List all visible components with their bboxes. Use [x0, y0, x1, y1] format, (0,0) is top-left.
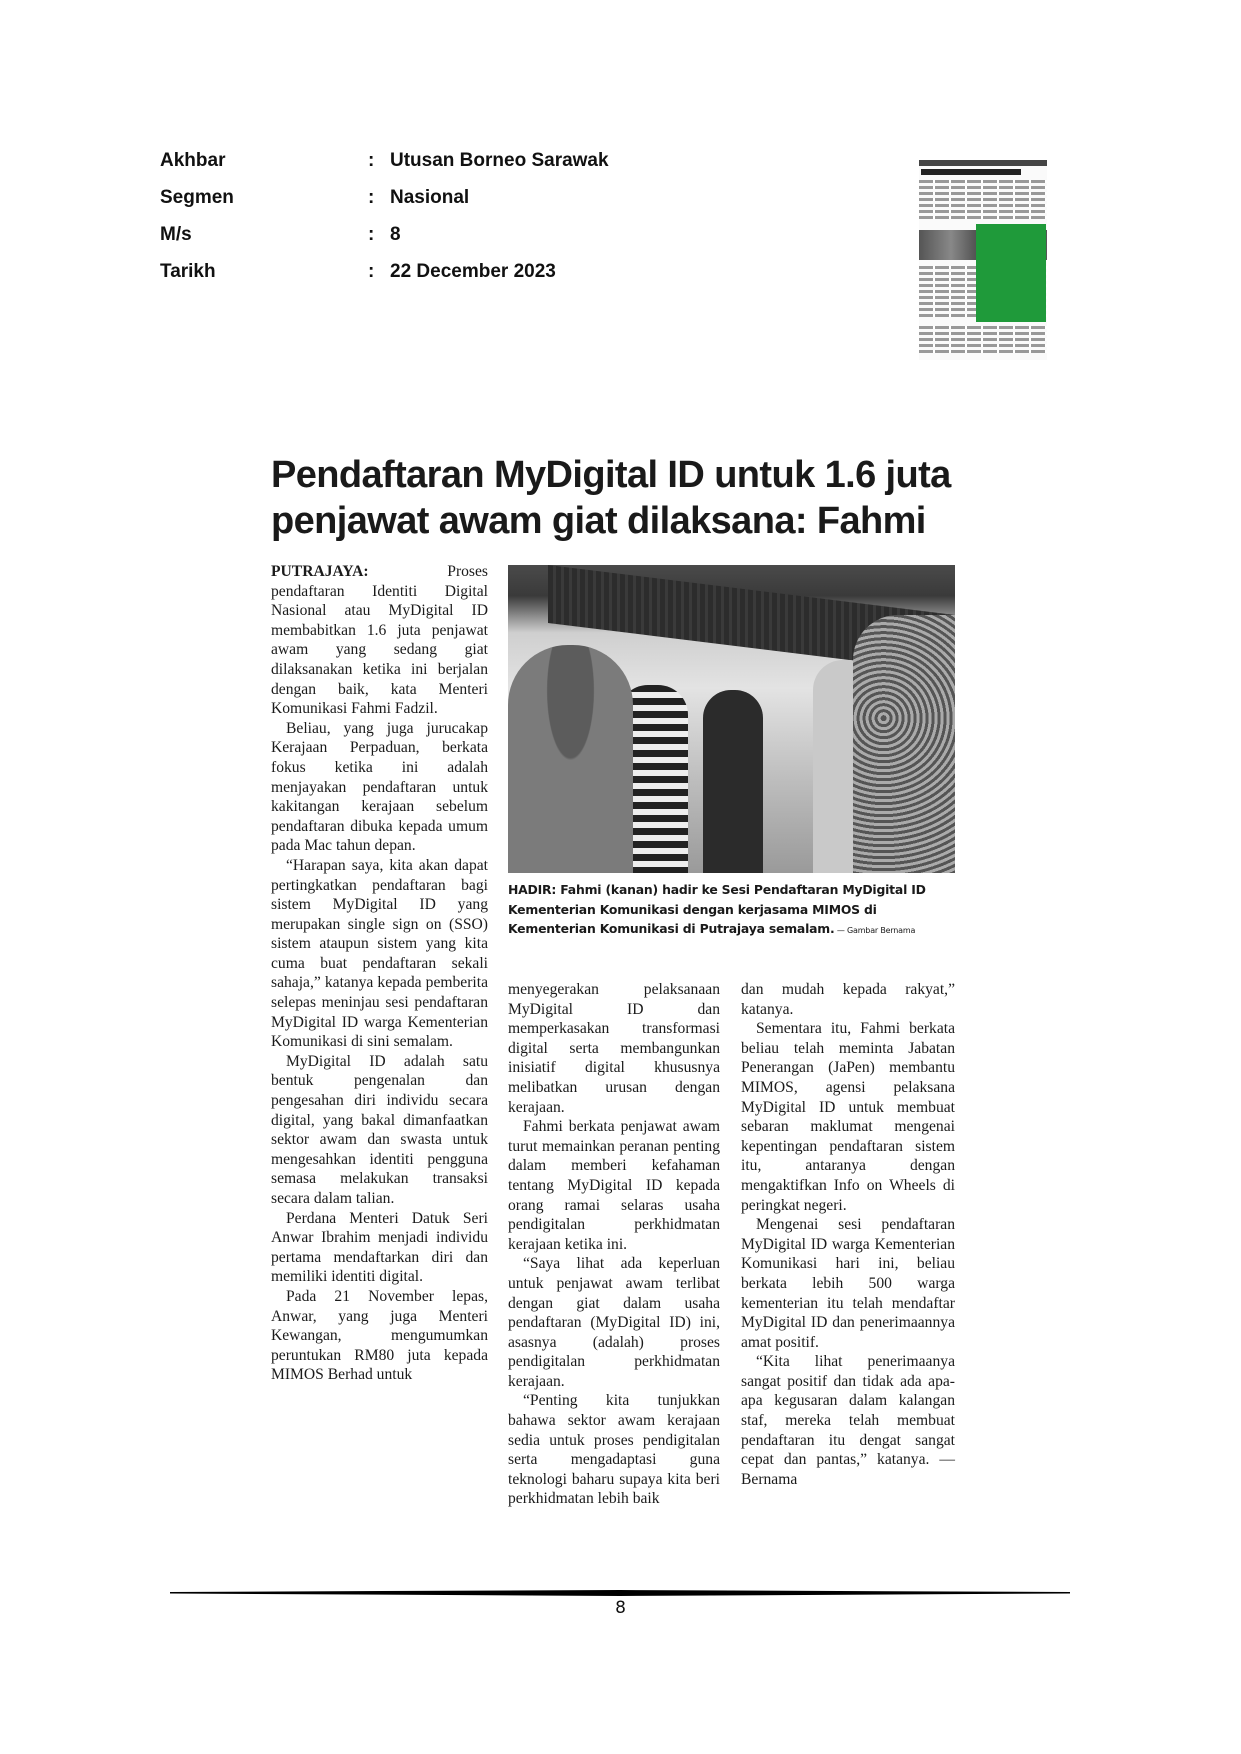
thumbnail-headline [921, 169, 1021, 175]
article-paragraph: Pada 21 November lepas, Anwar, yang juga Menteri Kewangan, mengumumkan peruntukan RM80 juta kepada MIMOS Berhad untuk [271, 1287, 488, 1384]
article-paragraph: menyegerakan pelaksanaan MyDigital ID dan memperkasakan transformasi digital serta membangunkan inisiatif digital khususnya melibatkan urusan dengan kerajaan. [508, 981, 720, 1116]
meta-label: Akhbar [160, 150, 226, 171]
article-headline [271, 452, 971, 544]
article-column-3 [741, 980, 955, 1489]
thumbnail-text-line [919, 192, 1047, 195]
meta-colon: : [368, 187, 375, 208]
article-paragraph [271, 562, 488, 719]
paragraph-text: Proses pendaftaran Identiti Digital Nasional atau MyDigital ID membabitkan 1.6 juta penjawat awam yang sedang giat dilaksanakan ketika ini berjalan dengan baik, kata Menteri Komunikasi Fahmi Fadzil. [271, 563, 488, 718]
article-paragraph: Perdana Menteri Datuk Seri Anwar Ibrahim menjadi individu pertama mendaftarkan diri dan memiliki identiti digital. [271, 1209, 488, 1286]
page-number: 8 [615, 1598, 626, 1618]
meta-label: M/s [160, 224, 192, 245]
thumbnail-text-line [919, 180, 1047, 183]
headline-line-1: Pendaftaran MyDigital ID untuk 1.6 juta [271, 454, 951, 496]
article-paragraph: Beliau, yang juga jurucakap Kerajaan Perpaduan, berkata fokus ketika ini adalah menjayakan pendaftaran untuk kakitangan kerajaan sebelum pendaftaran dibuka kepada umum pada Mac tahun depan. [271, 719, 488, 855]
news-article [271, 452, 971, 1508]
thumbnail-text-line [919, 338, 1047, 341]
caption-text: HADIR: Fahmi (kanan) hadir ke Sesi Pendaftaran MyDigital ID Kementerian Komunikasi dengan kerjasama MIMOS di Kementerian Komunikasi di Putrajaya semalam. [508, 882, 926, 936]
meta-colon: : [368, 224, 375, 245]
dateline: PUTRAJAYA: [271, 563, 369, 580]
article-paragraph: Fahmi berkata penjawat awam turut memainkan peranan penting dalam memberi kefahaman tentang MyDigital ID kepada orang ramai selaras usaha pendigitalan perkhidmatan kerajaan ketika ini. [508, 1118, 720, 1253]
thumbnail-text-line [919, 350, 1047, 353]
article-paragraph: “Saya lihat ada keperluan untuk penjawat awam terlibat dengan giat dalam usaha pendaftaran (MyDigital ID) ini, asasnya (adalah) proses pendigitalan perkhidmatan kerajaan. [508, 1255, 720, 1390]
photo-credit: — Gambar Bernama [834, 926, 916, 935]
meta-value-newspaper: Utusan Borneo Sarawak [390, 150, 609, 171]
meta-value-page: 8 [390, 224, 401, 245]
photo-person [703, 690, 763, 873]
meta-label: Tarikh [160, 261, 216, 282]
article-paragraph: Sementara itu, Fahmi berkata beliau telah meminta Jabatan Penerangan (JaPen) membantu MIMOS, agensi pelaksana MyDigital ID untuk membuat sebaran maklumat mengenai kepentingan pendaftaran sistem itu, antaranya dengan mengaktifkan Info on Wheels di peringkat negeri. [741, 1020, 955, 1214]
thumbnail-text-line [919, 210, 1047, 213]
meta-label: Segmen [160, 187, 234, 208]
article-paragraph: dan mudah kepada rakyat,” katanya. [741, 981, 955, 1018]
meta-value-segment: Nasional [390, 187, 470, 208]
article-photo [508, 565, 955, 873]
thumbnail-text-line [919, 344, 1047, 347]
meta-row-date [160, 261, 609, 298]
article-column-1 [271, 562, 488, 1385]
thumbnail-text-line [919, 216, 1047, 219]
article-paragraph: “Kita lihat penerimaanya sangat positif dan tidak ada apa-apa kegusaran dalam kalangan staf, mereka telah membuat pendaftaran itu dengat sangat cepat dan pantas,” katanya. — Bernama [741, 1353, 955, 1488]
thumbnail-text-line [919, 326, 1047, 329]
article-paragraph: MyDigital ID adalah satu bentuk pengenalan dan pengesahan diri individu secara digital, yang bakal dimanfaatkan sektor awam dan swasta untuk mengesahkan identiti pengguna semasa melakukan transaksi secara dalam talian. [271, 1052, 488, 1207]
photo-person [508, 645, 633, 873]
meta-row-akhbar [160, 150, 609, 187]
meta-value-date: 22 December 2023 [390, 261, 556, 282]
photo-caption [508, 880, 958, 941]
meta-row-segmen [160, 187, 609, 224]
article-location-highlight [976, 224, 1046, 322]
meta-row-page [160, 224, 609, 261]
meta-colon: : [368, 261, 375, 282]
footer-divider [170, 1590, 1070, 1596]
article-paragraph: Mengenai sesi pendaftaran MyDigital ID warga Kementerian Komunikasi hari ini, beliau berkata lebih 500 warga kementerian itu telah mendaftar MyDigital ID dan penerimaannya amat positif. [741, 1216, 955, 1351]
article-column-2 [508, 980, 720, 1509]
headline-line-2: penjawat awam giat dilaksana: Fahmi [271, 500, 926, 542]
article-paragraph: “Harapan saya, kita akan dapat pertingkatkan pendaftaran bagi sistem MyDigital ID yang merupakan single sign on (SSO) sistem ataupun sistem yang kita cuma buat pendaftaran sekali sahaja,” katanya kepada pemberita selepas meninjau sesi pendaftaran MyDigital ID warga Kementerian Komunikasi di sini semalam. [271, 856, 488, 1051]
thumbnail-text-line [919, 204, 1047, 207]
thumbnail-text-line [919, 186, 1047, 189]
photo-person-fahmi [853, 615, 955, 873]
thumbnail-text-line [919, 332, 1047, 335]
thumbnail-masthead [919, 160, 1047, 166]
article-paragraph: “Penting kita tunjukkan bahawa sektor awam kerajaan sedia untuk proses pendigitalan serta mengadaptasi guna teknologi baharu supaya kita beri perkhidmatan lebih baik [508, 1392, 720, 1508]
meta-colon: : [368, 150, 375, 171]
page-thumbnail [919, 160, 1047, 360]
thumbnail-text-line [919, 198, 1047, 201]
clipping-metadata [160, 150, 609, 298]
